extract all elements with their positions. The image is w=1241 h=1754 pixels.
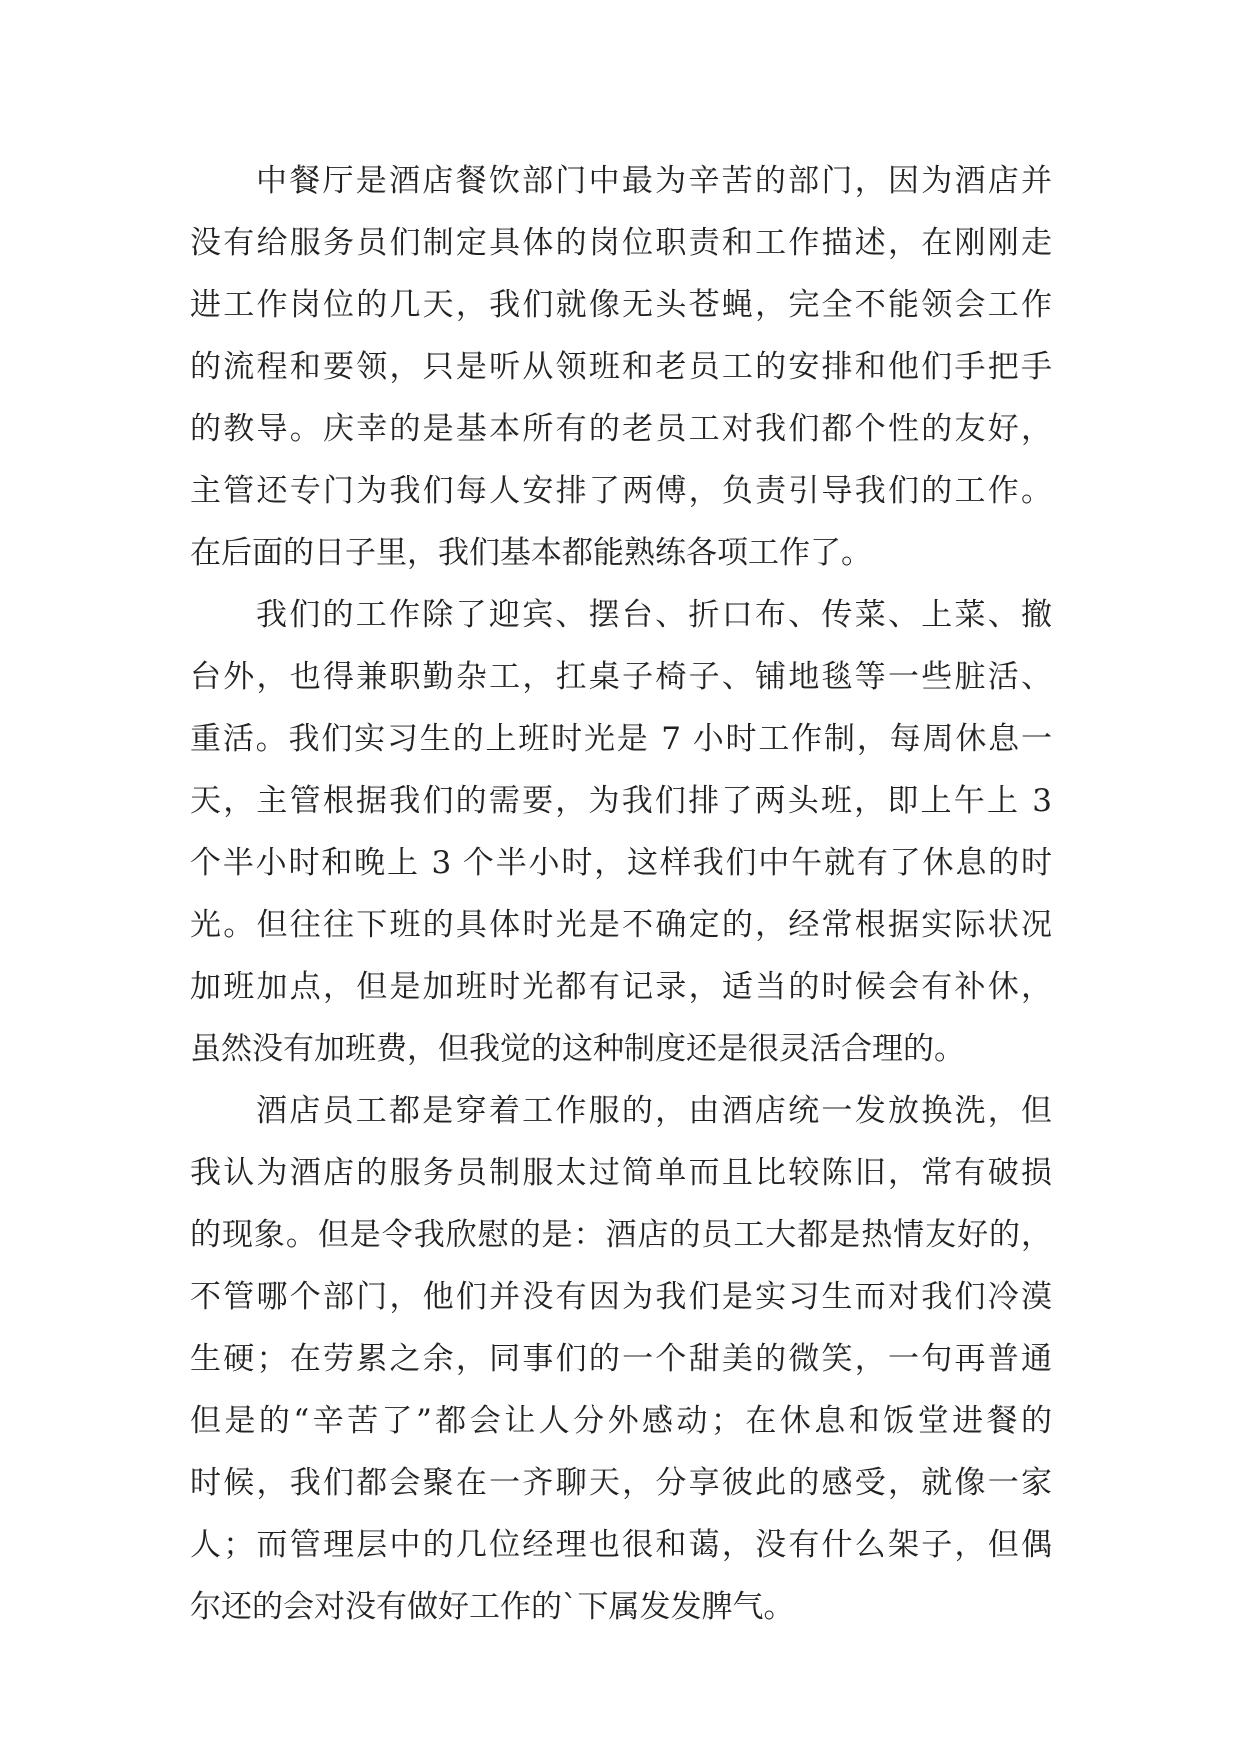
- paragraph-line: 加班加点，但是加班时光都有记录，适当的时候会有补休，: [190, 969, 1052, 1005]
- paragraph-line: 但是的“辛苦了”都会让人分外感动；在休息和饭堂进餐的: [190, 1403, 1052, 1439]
- paragraph-line: 的现象。但是令我欣慰的是：酒店的员工大都是热情友好的，: [190, 1217, 1052, 1253]
- paragraph-line: 在后面的日子里，我们基本都能熟练各项工作了。: [190, 535, 872, 571]
- paragraph-line: 不管哪个部门，他们并没有因为我们是实习生而对我们冷漠: [190, 1279, 1052, 1315]
- paragraph-line: 天，主管根据我们的需要，为我们排了两头班，即上午上 3: [190, 783, 1052, 819]
- document-body: [190, 150, 1052, 1638]
- paragraph-line: 没有给服务员们制定具体的岗位职责和工作描述，在刚刚走: [190, 225, 1052, 261]
- paragraph-line: 酒店员工都是穿着工作服的，由酒店统一发放换洗，但: [256, 1093, 1052, 1129]
- paragraph-line: 进工作岗位的几天，我们就像无头苍蝇，完全不能领会工作: [190, 287, 1052, 323]
- paragraph-line: 我们的工作除了迎宾、摆台、折口布、传菜、上菜、撤: [256, 597, 1052, 633]
- paragraph-3: [190, 1080, 1052, 1638]
- paragraph-1: [190, 150, 1052, 584]
- paragraph-line: 人；而管理层中的几位经理也很和蔼，没有什么架子，但偶: [190, 1527, 1052, 1563]
- paragraph-line: 台外，也得兼职勤杂工，扛桌子椅子、铺地毯等一些脏活、: [190, 659, 1052, 695]
- paragraph-line: 光。但往往下班的具体时光是不确定的，经常根据实际状况: [190, 907, 1052, 943]
- paragraph-line: 的教导。庆幸的是基本所有的老员工对我们都个性的友好，: [190, 411, 1052, 447]
- paragraph-2: [190, 584, 1052, 1080]
- paragraph-line: 重活。我们实习生的上班时光是 7 小时工作制，每周休息一: [190, 721, 1052, 757]
- paragraph-line: 时候，我们都会聚在一齐聊天，分享彼此的感受，就像一家: [190, 1465, 1052, 1501]
- paragraph-line: 虽然没有加班费，但我觉的这种制度还是很灵活合理的。: [190, 1031, 965, 1067]
- paragraph-line: 主管还专门为我们每人安排了两傅，负责引导我们的工作。: [190, 473, 1052, 509]
- paragraph-line: 个半小时和晚上 3 个半小时，这样我们中午就有了休息的时: [190, 845, 1052, 881]
- paragraph-line: 我认为酒店的服务员制服太过简单而且比较陈旧，常有破损: [190, 1155, 1052, 1191]
- paragraph-line: 尔还的会对没有做好工作的`下属发发脾气。: [190, 1589, 795, 1625]
- paragraph-line: 生硬；在劳累之余，同事们的一个甜美的微笑，一句再普通: [190, 1341, 1052, 1377]
- paragraph-line: 中餐厅是酒店餐饮部门中最为辛苦的部门，因为酒店并: [256, 163, 1052, 199]
- paragraph-line: 的流程和要领，只是听从领班和老员工的安排和他们手把手: [190, 349, 1052, 385]
